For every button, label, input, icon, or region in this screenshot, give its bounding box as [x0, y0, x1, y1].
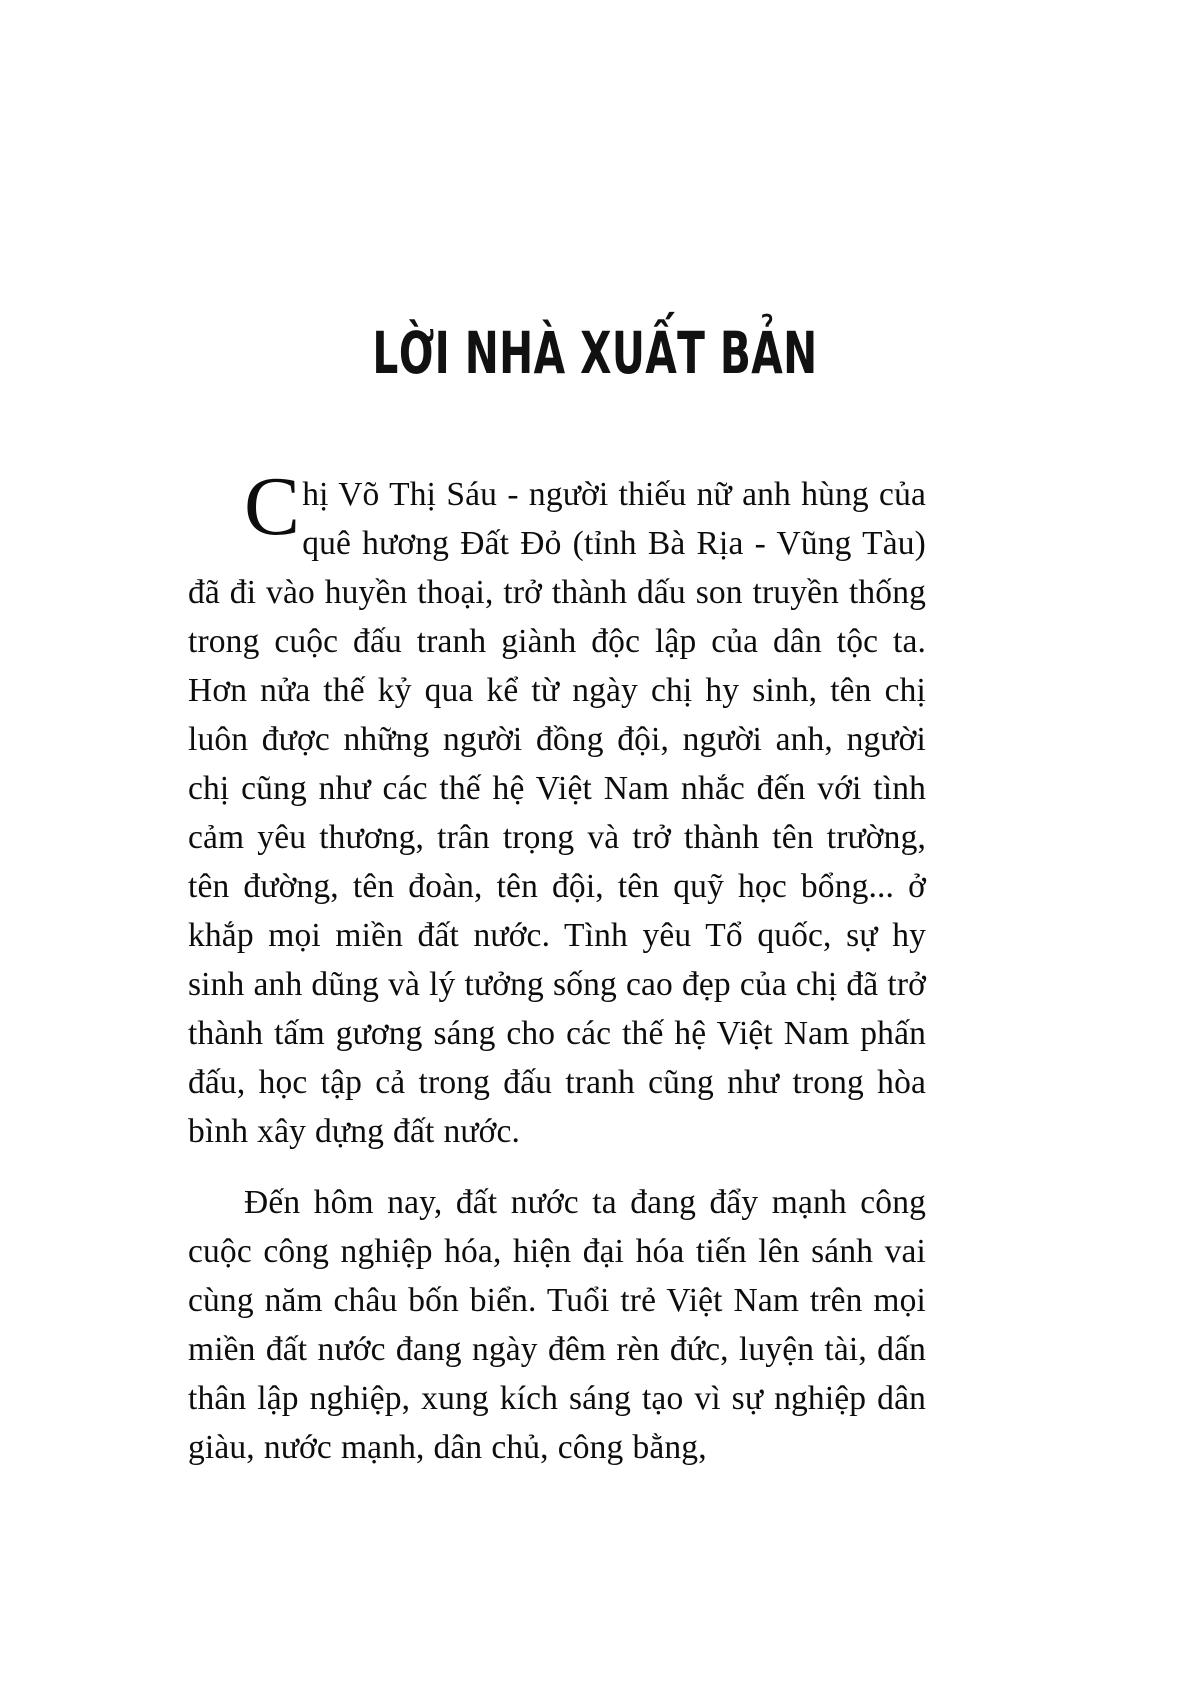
paragraph-1: [188, 460, 926, 1156]
paragraph-1-text: hị Võ Thị Sáu - người thiếu nữ anh hùng của quê hương Đất Đỏ (tỉnh Bà Rịa - Vũng Tàu) đã đi vào huyền thoại, trở thành dấu son truyền thống trong cuộc đấu tranh giành độc lập của dân tộc ta. Hơn nửa thế kỷ qua kể từ ngày chị hy sinh, tên chị luôn được những người đồng đội, người anh, người chị cũng như các thế hệ Việt Nam nhắc đến với tình cảm yêu thương, trân trọng và trở thành tên trường, tên đường, tên đoàn, tên đội, tên quỹ học bổng... ở khắp mọi miền đất nước. Tình yêu Tổ quốc, sự hy sinh anh dũng và lý tưởng sống cao đẹp của chị đã trở thành tấm gương sáng cho các thế hệ Việt Nam phấn đấu, học tập cả trong đấu tranh cũng như trong hòa bình xây dựng đất nước.: [188, 476, 926, 1150]
drop-cap: C: [244, 460, 301, 553]
page-title: LỜI NHÀ XUẤT BẢN: [372, 318, 818, 387]
paragraph-2-text: Đến hôm nay, đất nước ta đang đẩy mạnh công cuộc công nghiệp hóa, hiện đại hóa tiến lên sánh vai cùng năm châu bốn biển. Tuổi trẻ Việt Nam trên mọi miền đất nước đang ngày đêm rèn đức, luyện tài, dấn thân lập nghiệp, xung kích sáng tạo vì sự nghiệp dân giàu, nước mạnh, dân chủ, công bằng,: [188, 1184, 926, 1466]
body-text-column: [188, 460, 926, 1472]
paragraph-2: [188, 1178, 926, 1472]
